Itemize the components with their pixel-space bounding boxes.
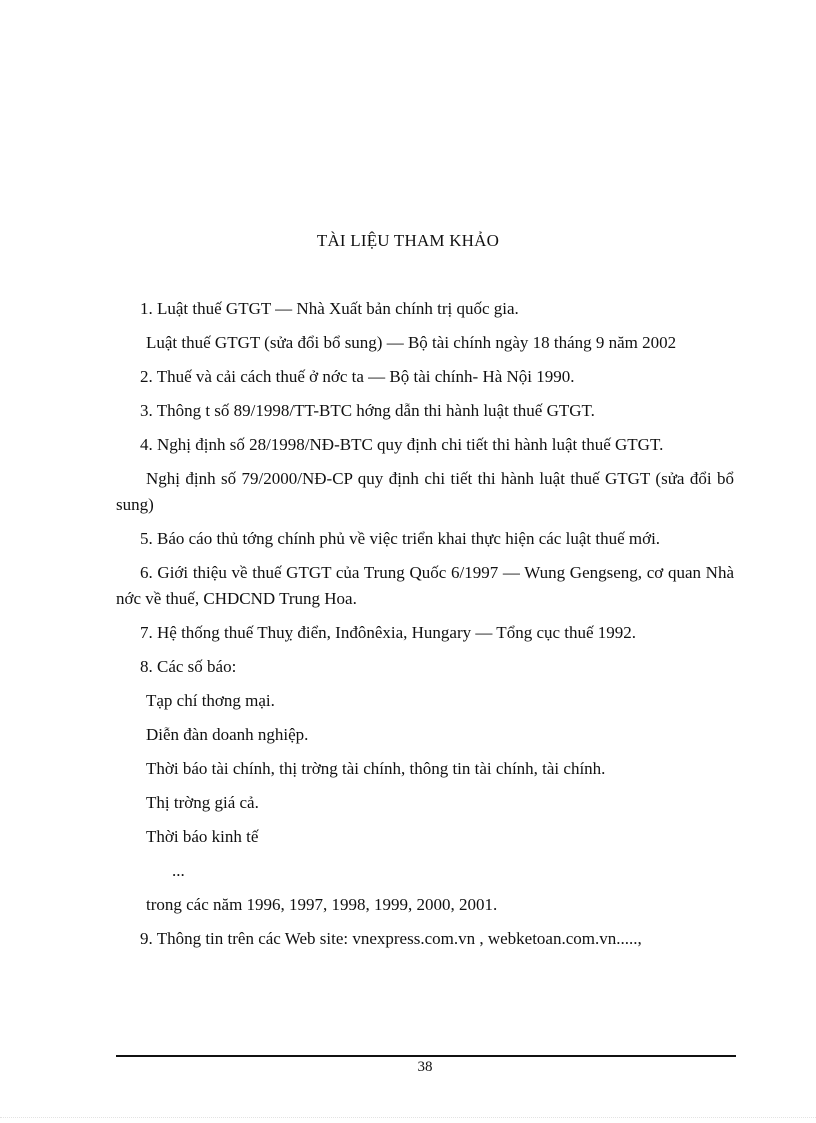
reference-item: 3. Thông t số 89/1998/TT-BTC hớng dẫn thi hành luật thuế GTGT.	[140, 401, 595, 420]
reference-subitem: Thời báo kinh tế	[146, 827, 259, 846]
reference-item: 1. Luật thuế GTGT — Nhà Xuất bản chính trị quốc gia.	[140, 299, 519, 318]
reference-item: 7. Hệ thống thuế Thuỵ điển, Inđônêxia, Hungary — Tổng cục thuế 1992.	[140, 623, 637, 642]
page-number: 38	[417, 1059, 433, 1075]
reference-ellipsis: ...	[172, 861, 185, 880]
reference-list	[116, 296, 734, 960]
reference-subitem: Thị trờng giá cả.	[146, 793, 259, 812]
reference-item: 8. Các số báo:	[140, 657, 237, 676]
reference-subitem: Diễn đàn doanh nghiệp.	[146, 725, 309, 744]
reference-item: 2. Thuế và cải cách thuế ở nớc ta — Bộ tài chính- Hà Nội 1990.	[140, 367, 575, 386]
page-bottom-edge	[0, 1117, 816, 1118]
reference-item: Luật thuế GTGT (sửa đổi bổ sung) — Bộ tài chính ngày 18 tháng 9 năm 2002	[146, 333, 677, 352]
reference-item: Nghị định số 79/2000/NĐ-CP quy định chi tiết thi hành luật thuế GTGT (sửa đổi bổ sung)	[116, 469, 734, 514]
page-title: TÀI LIỆU THAM KHẢO	[316, 231, 500, 250]
footer-divider	[116, 1055, 736, 1057]
reference-item: 5. Báo cáo thủ tớng chính phủ về việc triển khai thực hiện các luật thuế mới.	[140, 529, 661, 548]
reference-subitem: Thời báo tài chính, thị trờng tài chính, thông tin tài chính, tài chính.	[146, 759, 606, 778]
reference-subitem: trong các năm 1996, 1997, 1998, 1999, 2000, 2001.	[146, 895, 498, 914]
reference-subitem: Tạp chí thơng mại.	[146, 691, 275, 710]
reference-item: 6. Giới thiệu về thuế GTGT của Trung Quốc 6/1997 — Wung Gengseng, cơ quan Nhà nớc về thuế, CHDCND Trung Hoa.	[116, 563, 734, 608]
reference-item: 9. Thông tin trên các Web site: vnexpress.com.vn , webketoan.com.vn.....,	[140, 929, 642, 948]
reference-item: 4. Nghị định số 28/1998/NĐ-BTC quy định chi tiết thi hành luật thuế GTGT.	[140, 435, 664, 454]
